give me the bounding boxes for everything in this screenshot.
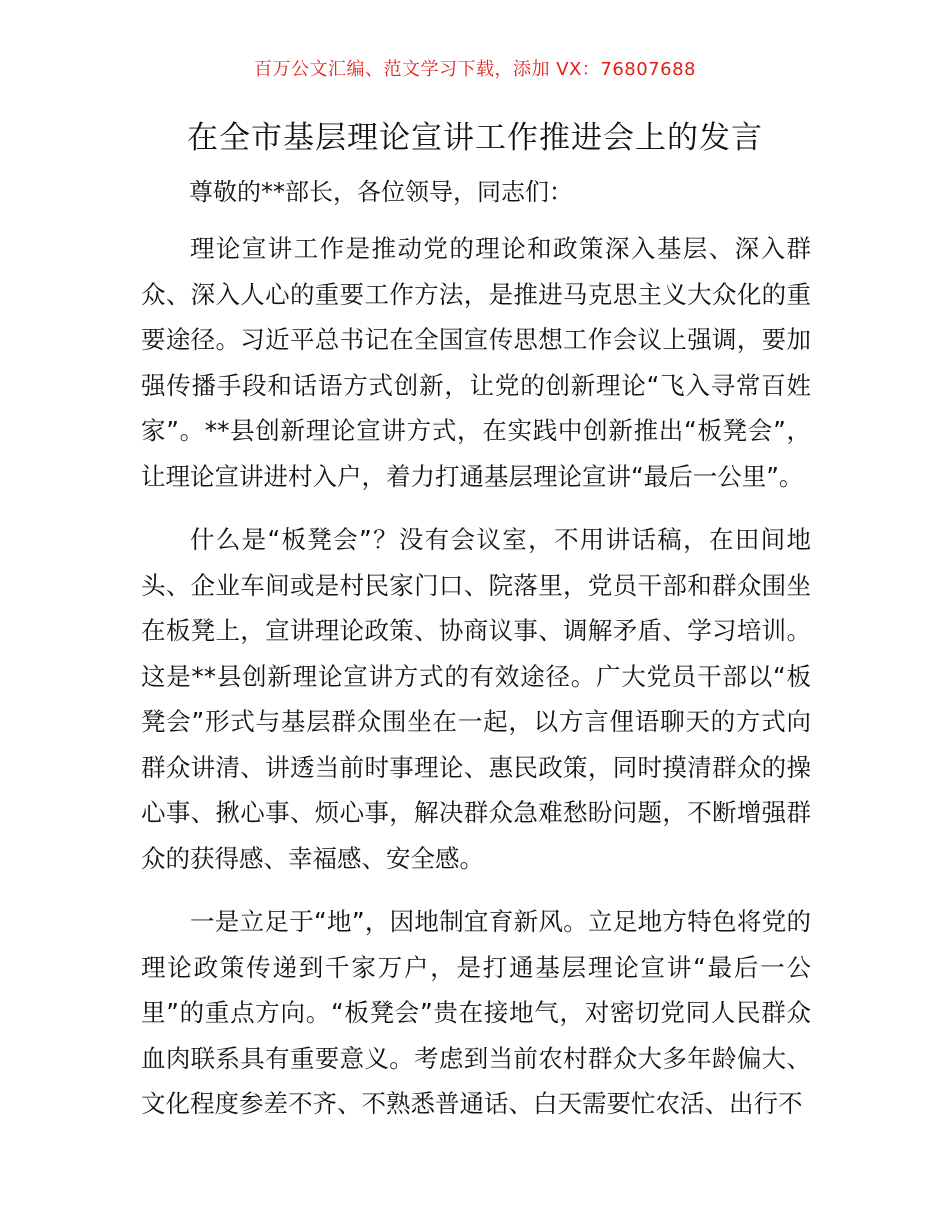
paragraph-point-one: 一是立足于“地”，因地制宜育新风。立足地方特色将党的理论政策传递到千家万户，是打通基层理论宣讲“最后一公里”的重点方向。“板凳会”贵在接地气，对密切党同人民群众血肉联系具有重要意义。考虑到当前农村群众大多年龄偏大、文化程度参差不齐、不熟悉普通话、白天需要忙农活、出行不: [141, 907, 811, 1118]
paragraph-bench-meeting: 什么是“板凳会”？没有会议室，不用讲话稿，在田间地头、企业车间或是村民家门口、院落里，党员干部和群众围坐在板凳上，宣讲理论政策、协商议事、调解矛盾、学习培训。这是**县创新理论宣讲方式的有效途径。广大党员干部以“板凳会”形式与基层群众围坐在一起，以方言俚语聊天的方式向群众讲清、讲透当前时事理论、惠民政策，同时摸清群众的操心事、揪心事、烦心事，解决群众急难愁盼问题，不断增强群众的获得感、幸福感、安全感。: [141, 525, 811, 873]
document-body: [141, 226, 811, 1145]
download-banner: 百万公文汇编、范文学习下载，添加 VX：76807688: [254, 59, 696, 80]
salutation: 尊敬的**部长，各位领导，同志们：: [189, 178, 573, 206]
paragraph-intro: 理论宣讲工作是推动党的理论和政策深入基层、深入群众、深入人心的重要工作方法，是推进马克思主义大众化的重要途径。习近平总书记在全国宣传思想工作会议上强调，要加强传播手段和话语方式创新，让党的创新理论“飞入寻常百姓家”。**县创新理论宣讲方式，在实践中创新推出“板凳会”，让理论宣讲进村入户，着力打通基层理论宣讲“最后一公里”。: [141, 234, 811, 491]
document-title: 在全市基层理论宣讲工作推进会上的发言: [187, 120, 763, 156]
